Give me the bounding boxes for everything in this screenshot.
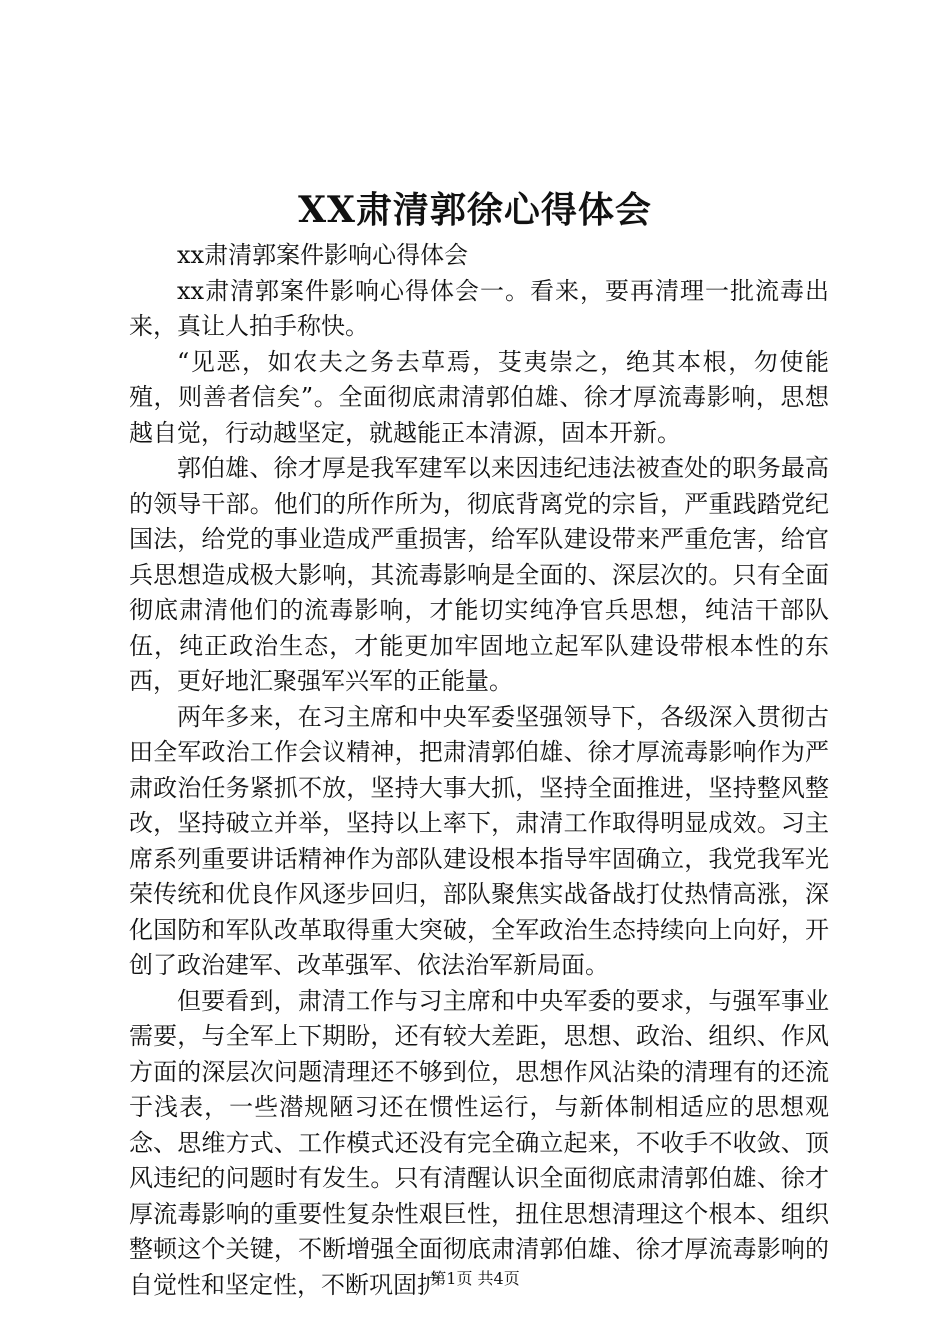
document-title: XX肃清郭徐心得体会 bbox=[298, 189, 652, 231]
page-number-footer: 第1页 共4页 bbox=[430, 1269, 520, 1288]
body-paragraph: 两年多来，在习主席和中央军委坚强领导下，各级深入贯彻古田全军政治工作会议精神，把肃清郭伯雄、徐才厚流毒影响作为严肃政治任务紧抓不放，坚持大事大抓，坚持全面推进，坚持整风整改，坚持破立并举，坚持以上率下，肃清工作取得明显成效。习主席系列重要讲话精神作为部队建设根本指导牢固确立，我党我军光荣传统和优良作风逐步回归，部队聚焦实战备战打仗热情高涨，深化国防和军队改革取得重大突破，全军政治生态持续向上向好，开创了政治建军、改革强军、依法治军新局面。 bbox=[129, 702, 829, 979]
body-paragraph: 郭伯雄、徐才厚是我军建军以来因违纪违法被查处的职务最高的领导干部。他们的所作所为，彻底背离党的宗旨，严重践踏党纪国法，给党的事业造成严重损害，给军队建设带来严重危害，给官兵思想造成极大影响，其流毒影响是全面的、深层次的。只有全面彻底肃清他们的流毒影响，才能切实纯净官兵思想，纯洁干部队伍，纯正政治生态，才能更加牢固地立起军队建设带根本性的东西，更好地汇聚强军兴军的正能量。 bbox=[129, 454, 829, 695]
body-paragraph: xx肃清郭案件影响心得体会一。看来，要再清理一批流毒出来，真让人拍手称快。 bbox=[129, 276, 829, 340]
body-paragraph: 但要看到，肃清工作与习主席和中央军委的要求，与强军事业需要，与全军上下期盼，还有较大差距，思想、政治、组织、作风方面的深层次问题清理还不够到位，思想作风沾染的清理有的还流于浅表，一些潜规陋习还在惯性运行，与新体制相适应的思想观念、思维方式、工作模式还没有完全确立起来，不收手不收敛、顶风违纪的问题时有发生。只有清醒认识全面彻底肃清郭伯雄、徐才厚流毒影响的重要性复杂性艰巨性，扭住思想清理这个根本、组织整顿这个关键，不断增强全面彻底肃清郭伯雄、徐才厚流毒影响的自觉性和坚定性，不断巩固扩 bbox=[129, 986, 829, 1299]
document-body bbox=[129, 238, 829, 1303]
body-paragraph: “见恶，如农夫之务去草焉，芟夷崇之，绝其本根，勿使能殖，则善者信矣”。全面彻底肃清郭伯雄、徐才厚流毒影响，思想越自觉，行动越坚定，就越能正本清源，固本开新。 bbox=[129, 347, 829, 447]
body-paragraph: xx肃清郭案件影响心得体会 bbox=[177, 241, 469, 269]
